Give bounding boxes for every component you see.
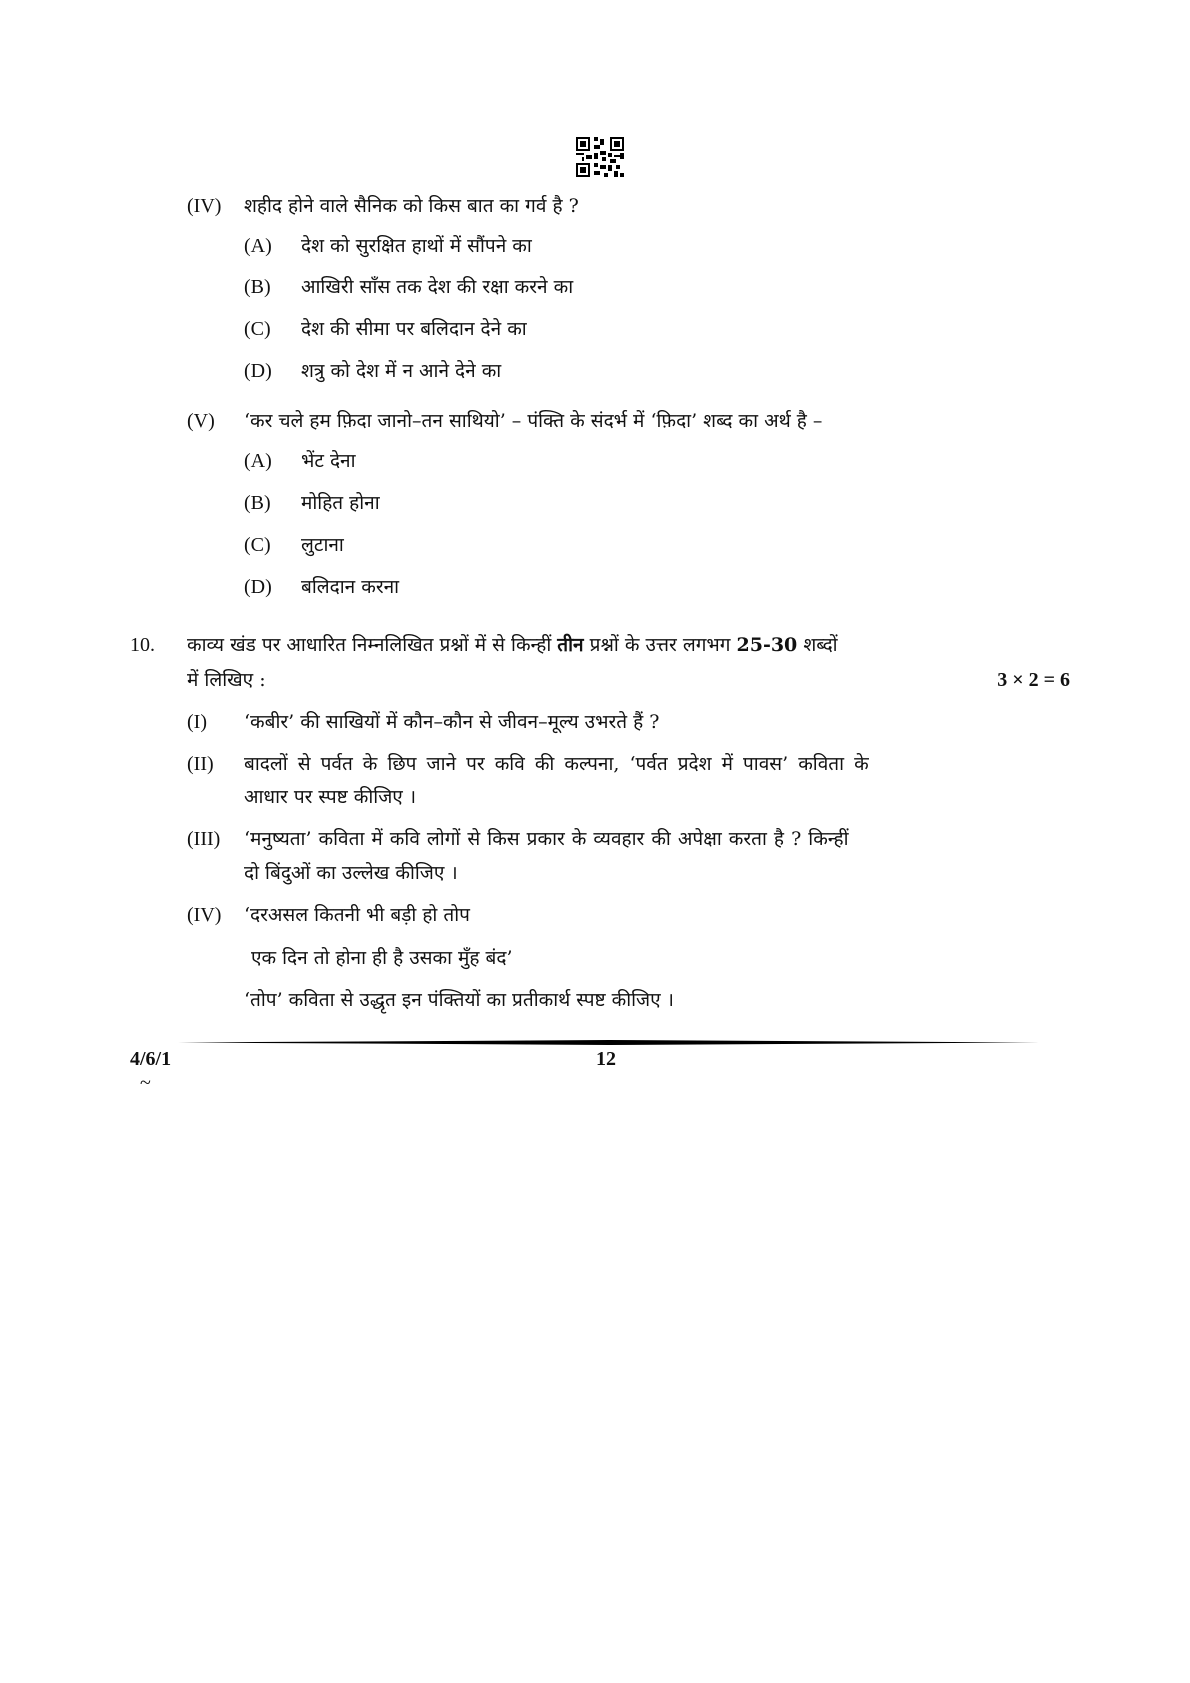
option-label: (C) <box>244 318 271 340</box>
option-text: देश की सीमा पर बलिदान देने का <box>301 318 527 340</box>
instruction-text: प्रश्नों के उत्तर लगभग <box>583 634 737 656</box>
option-text: बलिदान करना <box>301 576 400 598</box>
page-number: 12 <box>596 1048 616 1070</box>
option-text: शत्रु को देश में न आने देने का <box>301 360 502 382</box>
part-label: (III) <box>187 828 221 850</box>
option-text: भेंट देना <box>301 450 356 472</box>
instruction-text: शब्दों <box>797 634 838 656</box>
option-label: (A) <box>244 450 272 472</box>
part-text: बादलों से पर्वत के छिप जाने पर कवि की कल्पना, ‘पर्वत प्रदेश में पावस’ कविता के <box>244 753 869 775</box>
part-label: (II) <box>187 753 214 775</box>
option-label: (A) <box>244 235 272 257</box>
qr-code-icon <box>576 137 624 177</box>
marks: 3 × 2 = 6 <box>997 669 1070 691</box>
question-instruction <box>187 632 838 658</box>
part-label: (I) <box>187 711 207 733</box>
part-text: ‘मनुष्यता’ कविता में कवि लोगों से किस प्रकार के व्यवहार की अपेक्षा करता है ? किन्हीं <box>244 828 849 850</box>
part-label: (V) <box>187 410 215 432</box>
part-label: (IV) <box>187 904 222 926</box>
part-text: आधार पर स्पष्ट कीजिए । <box>244 786 417 808</box>
option-label: (D) <box>244 576 272 598</box>
instruction-continued: में लिखिए : <box>187 669 266 691</box>
paper-code: 4/6/1 <box>130 1048 172 1070</box>
part-text: ‘कबीर’ की साखियों में कौन–कौन से जीवन–मूल्य उभरते हैं ? <box>244 711 660 733</box>
part-text: ‘तोप’ कविता से उद्धृत इन पंक्तियों का प्रतीकार्थ स्पष्ट कीजिए । <box>244 989 674 1011</box>
question-text: शहीद होने वाले सैनिक को किस बात का गर्व है ? <box>244 195 579 217</box>
option-text: देश को सुरक्षित हाथों में सौंपने का <box>301 235 532 257</box>
instruction-emphasis: तीन <box>557 634 584 656</box>
option-label: (B) <box>244 492 271 514</box>
option-label: (C) <box>244 534 271 556</box>
word-limit: 25-30 <box>736 634 798 656</box>
option-text: आखिरी साँस तक देश की रक्षा करने का <box>301 276 574 298</box>
question-text: ‘कर चले हम फ़िदा जानो–तन साथियो’ – पंक्ति के संदर्भ में ‘फ़िदा’ शब्द का अर्थ है – <box>244 410 823 432</box>
part-label: (IV) <box>187 195 222 217</box>
footer-mark: ~ <box>140 1072 151 1094</box>
option-label: (B) <box>244 276 271 298</box>
poem-line: एक दिन तो होना ही है उसका मुँह बंद’ <box>251 947 513 969</box>
option-text: लुटाना <box>301 534 344 556</box>
question-number: 10. <box>130 634 155 656</box>
part-text: दो बिंदुओं का उल्लेख कीजिए । <box>244 862 458 884</box>
option-text: मोहित होना <box>301 492 380 514</box>
instruction-text: काव्य खंड पर आधारित निम्नलिखित प्रश्नों में से किन्हीं <box>187 634 558 656</box>
footer-divider <box>178 1040 1040 1045</box>
option-label: (D) <box>244 360 272 382</box>
poem-line: ‘दरअसल कितनी भी बड़ी हो तोप <box>244 904 470 926</box>
